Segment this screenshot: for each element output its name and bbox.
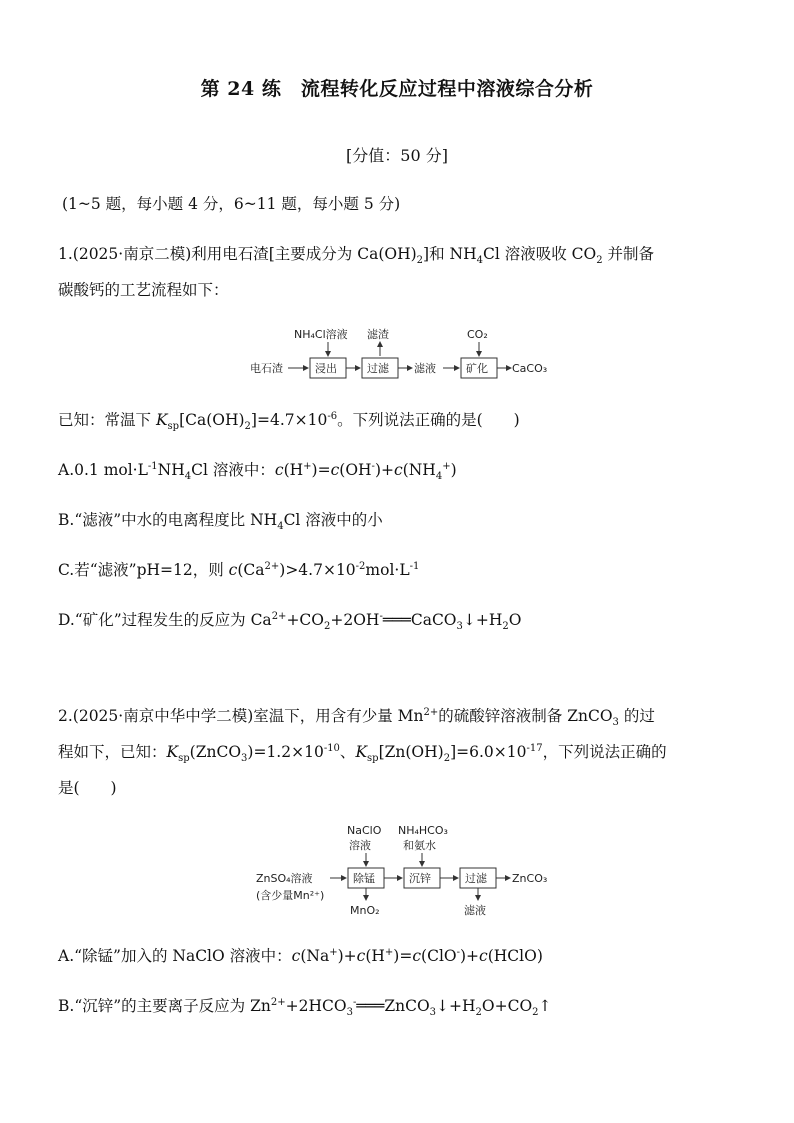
score-label: [分值：50 分] [346,146,448,165]
flow1-box-leach-label: 浸出 [315,362,337,375]
q1-option-b: B.“滤液”中水的电离程度比 $NH_4Cl$ 溶液中的小 [58,511,383,533]
q2-option-a: A.“除锰”加入的 NaClO 溶液中：c(Na+)+c(H+)=c(ClO-)+c(HClO) [58,946,543,965]
scoring-note: (1~5 题，每小题 4 分，6~11 题，每小题 5 分) [62,195,401,213]
flow1-filtrate-label: 滤液 [414,362,436,375]
q1-stem-line1: 1.(2025·南京二模)利用电石渣[主要成分为 $Ca(OH)_2$]和 $NH_4Cl$ 溶液吸收 $CO_2$ 并制备 [58,245,655,267]
flow2-start-label-1: ZnSO₄溶液 [256,872,313,885]
page-title: 第 24 练 流程转化反应过程中溶液综合分析 [200,78,594,100]
flow2-input-nh4hco3-2: 和氨水 [403,839,436,852]
flow2-end-label: ZnCO₃ [512,872,548,885]
q1-option-a: A.0.1 $mol\cdot L^{-1}NH_4Cl$ 溶液中：$c(H^+)=c(OH^-)+c(NH_4^+)$ [58,460,457,483]
q2-flow-diagram [250,820,560,920]
flow1-box-filter-label: 过滤 [367,362,389,375]
flow2-input-naclo-1: NaClO [347,824,382,837]
flow1-output-residue: 滤渣 [367,328,389,341]
q2-stem-line3: 是( ) [58,779,117,797]
q2-option-b: B.“沉锌”的主要离子反应为 $Zn^{2+}+2HCO_3^-═══ZnCO_3↓+H_2O+CO_2↑$ [58,996,552,1019]
q1-option-d: D.“矿化”过程发生的反应为 $Ca^{2+}+CO_2+2OH^-═══CaCO_3↓+H_2O$ [58,610,522,633]
flow2-start-label-2: (含少量Mn²⁺) [256,889,325,902]
q2-stem-line1: 2.(2025·南京中华中学二模)室温下，用含有少量 $Mn^{2+}$的硫酸锌溶液制备 ZnCO$_3$ 的过 [58,706,655,729]
q1-option-c: C.若“滤液”pH=12，则 $c(Ca^{2+})>4.7\times 10^{-2}mol\cdot L^{-1}$ [58,560,420,579]
flow1-start-label: 电石渣 [250,362,283,375]
flow2-box-filter-label: 过滤 [465,872,487,885]
flow2-output-mno2: MnO₂ [350,904,380,917]
q1-flow-diagram [240,322,560,384]
q1-known: 已知：常温下 $K_{sp}[Ca(OH)_2]=4.7\times 10^{-6}$。下列说法正确的是( ) [58,410,520,433]
q1-stem-line2: 碳酸钙的工艺流程如下： [58,281,229,299]
flow2-output-filtrate: 滤液 [464,904,486,917]
flow2-box-demanganese-label: 除锰 [353,872,375,885]
flow1-input-nh4cl: NH₄Cl溶液 [294,328,348,341]
flow1-end-label: CaCO₃ [512,362,548,375]
flow2-box-precipitate-zinc-label: 沉锌 [409,872,431,885]
flow2-input-nh4hco3-1: NH₄HCO₃ [398,824,448,837]
flow2-input-naclo-2: 溶液 [349,839,371,852]
q2-stem-line2: 程如下，已知：$K_{sp}(ZnCO_3)=1.2\times 10^{-10}$、$K_{sp}[Zn(OH)_2]=6.0\times 10^{-17}$，下列说法正确的 [58,742,667,765]
flow1-input-co2: CO₂ [467,328,488,341]
flow1-box-mineralize-label: 矿化 [466,362,488,375]
